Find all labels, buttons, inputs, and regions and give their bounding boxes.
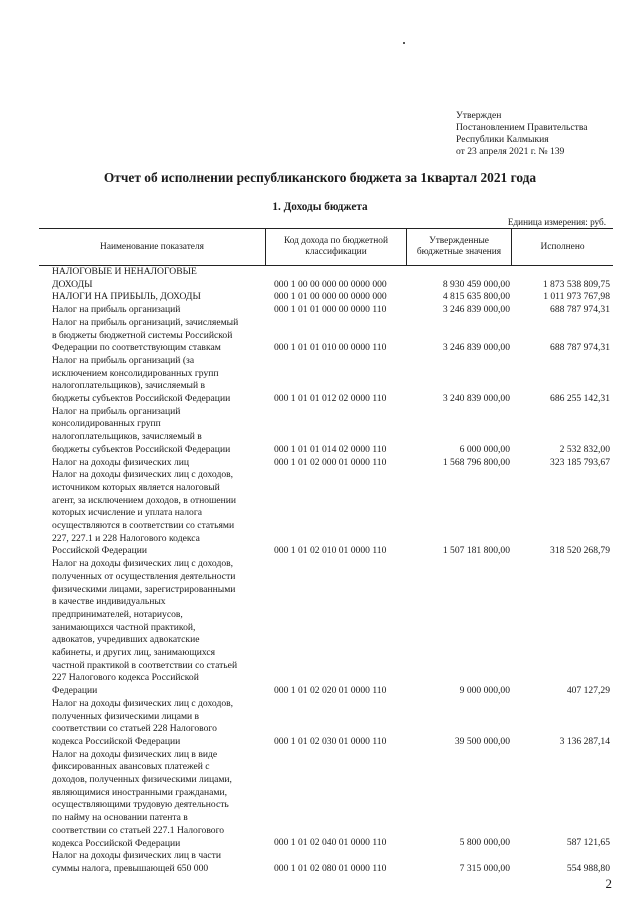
header-name: Наименование показателя	[100, 241, 204, 252]
row-name	[52, 749, 270, 851]
row-executed: 554 988,80	[566, 862, 610, 874]
row-name-line: исключением консолидированных групп	[52, 367, 219, 379]
table-row	[0, 698, 640, 749]
row-code: 000 1 00 00 000 00 0000 000	[274, 278, 387, 290]
row-name-line: НАЛОГОВЫЕ И НЕНАЛОГОВЫЕ	[52, 266, 197, 277]
table-header	[39, 228, 613, 266]
approval-line: Постановлением Правительства	[456, 122, 588, 133]
row-code: 000 1 01 02 080 01 0000 110	[274, 862, 387, 874]
row-approved: 1 568 796 800,00	[442, 456, 510, 468]
row-name	[52, 698, 270, 749]
row-name-line: в бюджеты бюджетной системы Российской	[52, 329, 233, 341]
row-name-line: по найму на основании патента в	[52, 812, 188, 824]
table-row	[0, 749, 640, 851]
row-name-line: НАЛОГИ НА ПРИБЫЛЬ, ДОХОДЫ	[52, 291, 201, 303]
row-name-line: налогоплательщиков), зачисляемый в	[52, 380, 206, 392]
row-executed: 318 520 268,79	[550, 545, 610, 557]
row-name-line: доходов, полученных физическими лицами,	[52, 774, 232, 785]
units-label: Единица измерения: руб.	[507, 217, 606, 227]
report-title: Отчет об исполнении республиканского бюджета за 1квартал 2021 года	[103, 170, 537, 185]
header-code: Код дохода по бюджетной классификации	[283, 236, 388, 257]
row-name	[52, 291, 270, 304]
row-name-line: соответствии со статьей 227.1 Налогового	[52, 824, 225, 836]
row-name	[52, 304, 270, 317]
row-name-line: осуществляющими трудовую деятельность	[52, 799, 229, 811]
row-name-line: соответствии со статьей 228 Налогового	[52, 723, 217, 735]
row-name-line: кодекса Российской Федерации	[52, 735, 181, 747]
row-name	[52, 355, 270, 406]
row-name-line: бюджеты субъектов Российской Федерации	[52, 443, 231, 455]
row-code: 000 1 01 01 012 02 0000 110	[274, 392, 387, 404]
row-name-line: бюджеты субъектов Российской Федерации	[52, 393, 231, 404]
row-name-line: Российской Федерации	[52, 545, 147, 557]
row-code: 000 1 01 02 000 01 0000 110	[274, 456, 387, 468]
table-row	[0, 850, 640, 875]
row-name-line: которых исчисление и уплата налога	[52, 507, 203, 519]
row-name-line: ДОХОДЫ	[52, 278, 93, 290]
row-code: 000 1 01 00 000 00 0000 000	[274, 291, 387, 303]
row-name-line: кодекса Российской Федерации	[52, 837, 181, 849]
row-name	[52, 317, 270, 355]
row-name-line: налогоплательщиков, зачисляемый в	[52, 431, 202, 443]
row-name	[52, 850, 270, 875]
row-executed: 686 255 142,31	[550, 392, 610, 404]
row-approved: 8 930 459 000,00	[442, 278, 510, 290]
row-name-line: источником которых является налоговый	[52, 481, 220, 493]
row-executed: 1 873 538 809,75	[542, 278, 610, 290]
row-name-line: полученных от осуществления деятельности	[52, 570, 236, 582]
row-approved: 4 815 635 800,00	[442, 291, 510, 303]
row-name-line: Налог на прибыль организаций	[52, 405, 181, 417]
row-approved: 1 507 181 800,00	[442, 545, 510, 557]
row-executed: 688 787 974,31	[550, 304, 610, 316]
row-executed: 2 532 832,00	[559, 443, 610, 455]
approval-line: Утвержден	[456, 110, 502, 121]
row-approved: 5 800 000,00	[459, 837, 510, 849]
row-name-line: Федерации	[52, 685, 98, 697]
row-executed: 3 136 287,14	[559, 735, 610, 747]
row-executed: 587 121,65	[566, 837, 610, 849]
row-code: 000 1 01 01 010 00 0000 110	[274, 342, 387, 354]
row-name	[52, 457, 270, 470]
row-executed: 688 787 974,31	[550, 342, 610, 354]
table-row	[0, 558, 640, 698]
row-executed: 1 011 973 767,98	[543, 291, 610, 303]
row-name-line: полученных физическими лицами в	[52, 710, 200, 722]
row-name	[52, 469, 270, 558]
table-row	[0, 469, 640, 558]
header-executed: Исполнено	[540, 241, 585, 252]
row-name-line: предпринимателей, нотариусов,	[52, 608, 183, 620]
row-name-line: Налог на доходы физических лиц	[52, 456, 189, 468]
row-name-line: Налог на доходы физических лиц в виде	[52, 748, 218, 760]
row-name-line: осуществляются в соответствии со статьями	[52, 520, 235, 531]
row-executed: 407 127,29	[566, 685, 610, 697]
table-row	[0, 406, 640, 457]
row-code: 000 1 01 01 014 02 0000 110	[274, 443, 387, 455]
row-name-line: физическими лицами, зарегистрированными	[52, 583, 236, 595]
row-name-line: Налог на доходы физических лиц с доходов,	[52, 558, 234, 570]
row-name-line: агент, за исключением доходов, в отношении	[52, 494, 237, 506]
row-name-line: кабинеты, и других лиц, занимающихся	[52, 647, 216, 659]
row-name-line: Налог на прибыль организаций, зачисляемый	[52, 316, 239, 328]
row-name-line: Налог на доходы физических лиц с доходов,	[52, 469, 234, 481]
row-name-line: занимающихся частной практикой,	[52, 621, 196, 633]
row-code: 000 1 01 02 010 01 0000 110	[274, 545, 387, 557]
row-executed: 323 185 793,67	[550, 456, 610, 468]
row-approved: 3 240 839 000,00	[442, 392, 510, 404]
row-approved: 39 500 000,00	[454, 735, 510, 747]
row-approved: 7 315 000,00	[459, 862, 510, 874]
row-name	[52, 558, 270, 698]
table-row	[0, 266, 640, 291]
row-approved: 3 246 839 000,00	[442, 342, 510, 354]
approval-block	[456, 110, 588, 158]
row-name-line: 227 Налогового кодекса Российской	[52, 672, 199, 684]
row-code: 000 1 01 01 000 00 0000 110	[274, 304, 387, 316]
row-name-line: консолидированных групп	[52, 418, 161, 430]
page-number: 2	[605, 876, 612, 891]
row-name-line: Налог на доходы физических лиц в части	[52, 850, 221, 862]
row-approved: 9 000 000,00	[459, 685, 510, 697]
table-row	[0, 291, 640, 304]
row-code: 000 1 01 02 040 01 0000 110	[274, 837, 387, 849]
approval-line: от 23 апреля 2021 г. № 139	[456, 146, 565, 157]
row-name-line: Налог на доходы физических лиц с доходов,	[52, 697, 234, 709]
row-name-line: суммы налога, превышающей 650 000	[52, 862, 209, 874]
row-name	[52, 406, 270, 457]
row-name-line: частной практикой в соответствии со статьей	[52, 659, 238, 671]
row-name-line: фиксированных авансовых платежей с	[52, 761, 210, 773]
row-code: 000 1 01 02 020 01 0000 110	[274, 685, 387, 697]
row-name-line: в качестве индивидуальных	[52, 596, 166, 608]
row-approved: 6 000 000,00	[459, 443, 510, 455]
row-code: 000 1 01 02 030 01 0000 110	[274, 735, 387, 747]
scan-speck	[403, 42, 405, 44]
section-heading: 1. Доходы бюджета	[272, 201, 368, 213]
row-name-line: Федерации по соответствующим ставкам	[52, 342, 221, 354]
row-approved: 3 246 839 000,00	[442, 304, 510, 316]
header-approved: Утвержденные бюджетные значения	[416, 236, 502, 257]
row-name-line: 227, 227.1 и 228 Налогового кодекса	[52, 532, 200, 544]
approval-line: Республики Калмыкия	[456, 134, 549, 145]
row-name-line: являющимися иностранными гражданами,	[52, 786, 227, 798]
row-name-line: Налог на прибыль организаций (за	[52, 354, 195, 366]
row-name-line: Налог на прибыль организаций	[52, 304, 181, 316]
row-name-line: адвокатов, учредивших адвокатские	[52, 634, 200, 646]
table-row	[0, 317, 640, 355]
table-row	[0, 457, 640, 470]
table-row	[0, 304, 640, 317]
table-row	[0, 355, 640, 406]
row-name	[52, 266, 270, 291]
